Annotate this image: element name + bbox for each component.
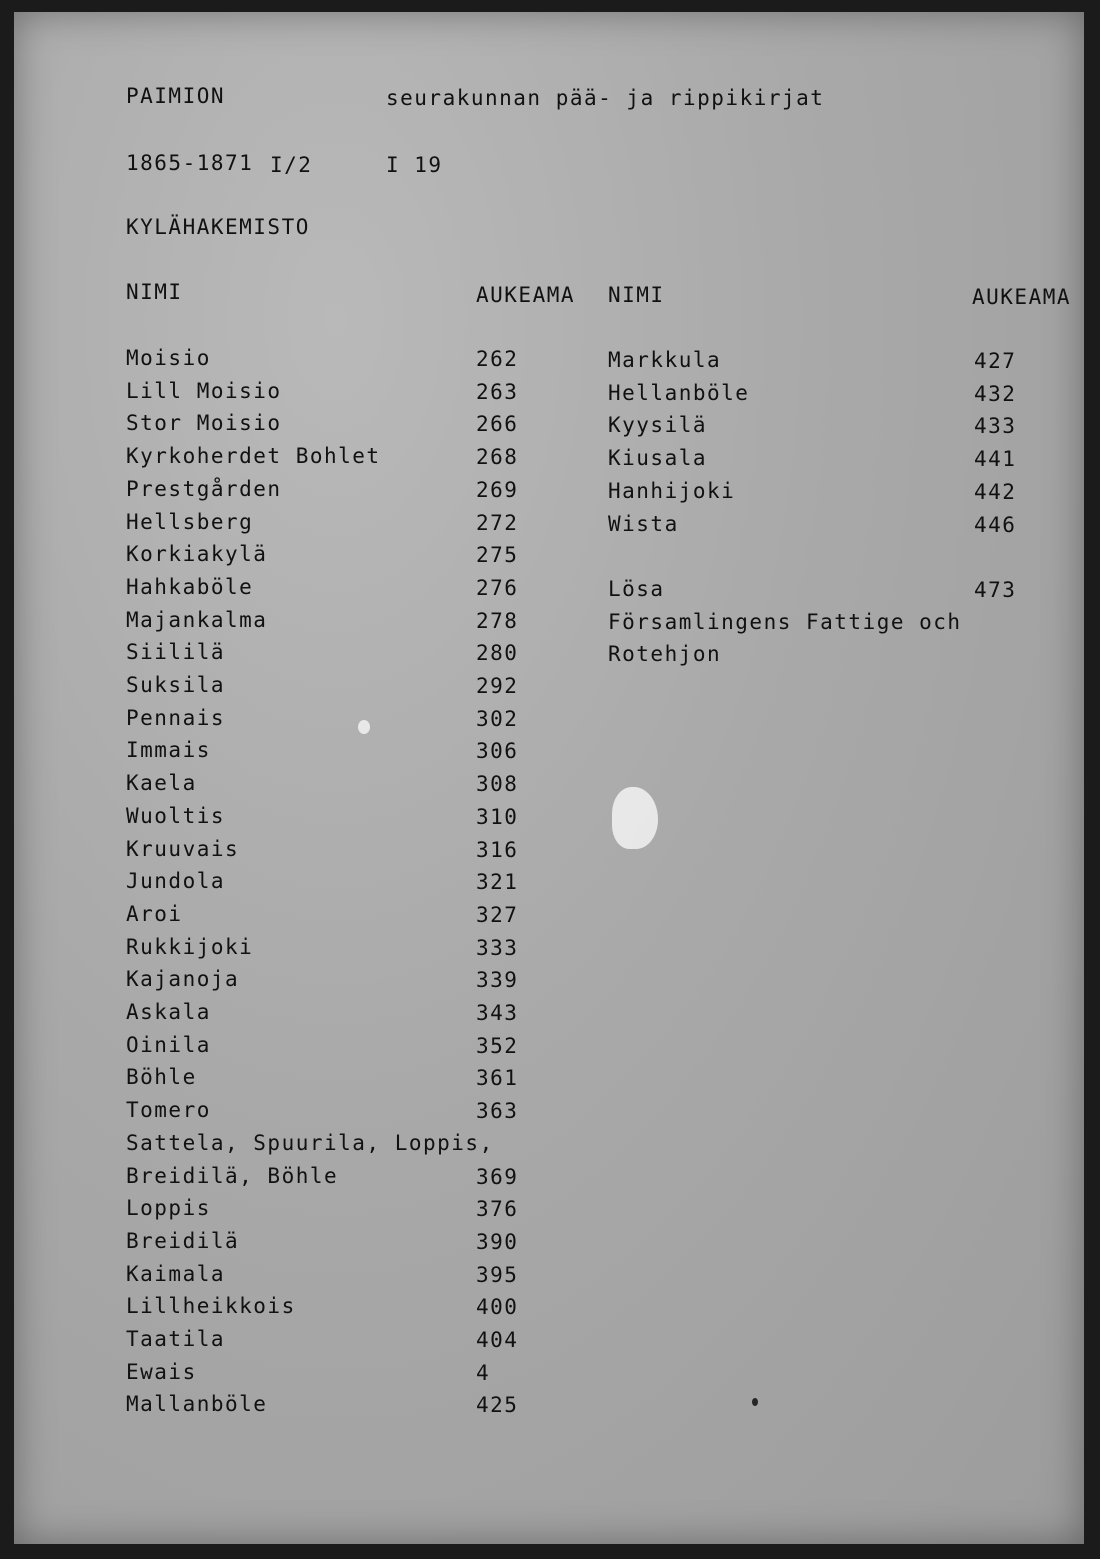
left-entry-page: 263 <box>476 379 519 404</box>
right-page-header: AUKEAMA <box>972 285 1072 309</box>
left-entry-name: Suksila <box>126 673 226 697</box>
left-entry-name: Loppis <box>126 1196 211 1221</box>
left-entry-name: Hahkaböle <box>126 574 254 599</box>
left-entry-name: Kaela <box>126 771 197 796</box>
volume: I/2 <box>270 153 313 177</box>
left-entry-name: Kyrkoherdet Bohlet <box>126 444 381 469</box>
right-entry-name: Wista <box>608 511 679 536</box>
left-entry-page: 268 <box>476 445 519 470</box>
document-sheet <box>14 12 1084 1544</box>
left-entry-page: 400 <box>476 1295 519 1320</box>
left-entry-name: Breidilä <box>126 1228 240 1253</box>
left-entry-name: Lillheikkois <box>126 1294 296 1319</box>
right-entry-name: Rotehjon <box>608 642 722 667</box>
right-entry-name: Markkula <box>608 348 722 372</box>
left-entry-name: Rukkijoki <box>126 934 254 959</box>
right-entry-name: Hanhijoki <box>608 478 736 503</box>
left-entry-name: Hellsberg <box>126 509 254 534</box>
left-entry-name: Jundola <box>126 869 226 894</box>
record-title: seurakunnan pää- ja rippikirjat <box>386 86 825 110</box>
left-entry-name: Böhle <box>126 1065 197 1090</box>
right-entry-page: 473 <box>974 577 1017 602</box>
left-entry-page: 376 <box>476 1197 519 1222</box>
left-entry-name: Askala <box>126 1000 211 1024</box>
right-entry-page: 442 <box>974 479 1017 504</box>
left-entry-name: Prestgården <box>126 476 282 501</box>
left-entry-page: 275 <box>476 543 519 568</box>
left-entry-page: 339 <box>476 968 519 993</box>
left-entry-name: Stor Moisio <box>126 411 282 436</box>
right-entry-page: 427 <box>974 349 1017 373</box>
left-entry-name: Kajanoja <box>126 967 240 992</box>
right-name-header: NIMI <box>608 283 665 307</box>
left-entry-name: Oinila <box>126 1032 211 1057</box>
left-entry-name: Majankalma <box>126 607 268 632</box>
left-entry-name: Lill Moisio <box>126 378 282 403</box>
right-entry-name: Församlingens Fattige och <box>608 609 962 634</box>
left-entry-page: 321 <box>476 870 519 895</box>
right-entry-name: Kiusala <box>608 446 708 471</box>
left-entry-page: 395 <box>476 1262 519 1287</box>
left-entry-name: Ewais <box>126 1359 197 1384</box>
left-entry-name: Taatila <box>126 1327 226 1351</box>
dust-speck <box>358 720 370 734</box>
dust-blot <box>612 787 658 849</box>
left-entry-name: Pennais <box>126 705 226 730</box>
left-entry-page: 269 <box>476 477 519 502</box>
parish-name: PAIMION <box>126 84 226 108</box>
left-entry-name: Breidilä, Böhle <box>126 1163 339 1188</box>
right-entry-name: Lösa <box>608 576 665 601</box>
left-entry-page: 352 <box>476 1033 519 1058</box>
left-entry-page: 390 <box>476 1229 519 1254</box>
left-entry-page: 272 <box>476 510 519 535</box>
left-entry-page: 310 <box>476 804 519 829</box>
left-entry-page: 308 <box>476 772 519 797</box>
left-entry-page: 4 <box>476 1360 491 1385</box>
right-entry-name: Hellanböle <box>608 380 750 405</box>
left-entry-name: Moisio <box>126 346 211 370</box>
years: 1865-1871 <box>126 151 254 175</box>
left-entry-page: 292 <box>476 674 519 698</box>
left-page-header: AUKEAMA <box>476 283 576 307</box>
signum: I 19 <box>386 153 443 177</box>
right-entry-page: 432 <box>974 381 1017 406</box>
left-entry-page: 333 <box>476 935 519 960</box>
left-entry-name: Kaimala <box>126 1261 226 1286</box>
dust-speck <box>752 1398 758 1406</box>
left-entry-page: 302 <box>476 706 519 731</box>
left-entry-name: Aroi <box>126 901 183 926</box>
left-entry-page: 266 <box>476 412 519 437</box>
left-entry-page: 262 <box>476 347 519 371</box>
left-entry-page: 369 <box>476 1164 519 1189</box>
left-entry-name: Wuoltis <box>126 803 226 828</box>
right-entry-page: 446 <box>974 512 1017 537</box>
left-entry-page: 280 <box>476 641 519 666</box>
left-entry-name: Mallanböle <box>126 1392 268 1417</box>
left-entry-page: 278 <box>476 608 519 633</box>
right-entry-name: Kyysilä <box>608 413 708 438</box>
left-entry-name: Kruuvais <box>126 836 240 861</box>
left-entry-page: 361 <box>476 1066 519 1091</box>
left-entry-name: Sattela, Spuurila, Loppis, <box>126 1130 494 1155</box>
left-entry-page: 425 <box>476 1393 519 1418</box>
index-title: KYLÄHAKEMISTO <box>126 215 310 239</box>
left-entry-page: 327 <box>476 902 519 927</box>
left-entry-page: 276 <box>476 575 519 600</box>
left-entry-name: Siililä <box>126 640 226 665</box>
left-entry-page: 363 <box>476 1099 519 1124</box>
left-entry-page: 404 <box>476 1328 519 1352</box>
right-entry-page: 433 <box>974 414 1017 439</box>
left-entry-name: Tomero <box>126 1098 211 1123</box>
left-name-header: NIMI <box>126 280 183 304</box>
left-entry-page: 316 <box>476 837 519 862</box>
left-entry-name: Immais <box>126 738 211 763</box>
left-entry-name: Korkiakylä <box>126 542 268 567</box>
left-entry-page: 306 <box>476 739 519 764</box>
left-entry-page: 343 <box>476 1001 519 1025</box>
right-entry-page: 441 <box>974 447 1017 472</box>
